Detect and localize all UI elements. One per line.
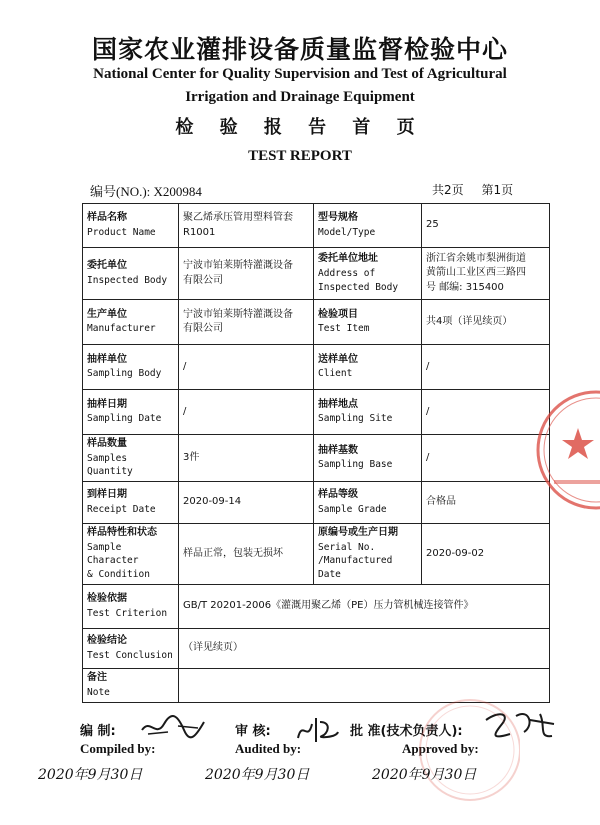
report-table [82, 203, 550, 703]
test-conclusion-value: （详见续页） [179, 628, 550, 668]
audited-date: 2020年9月30日 [205, 767, 310, 783]
approved-by-label-cn: 批 准(技术负责人): [350, 724, 463, 739]
sampling-site-label: 抽样地点 Sampling Site [314, 390, 422, 435]
serial-no-value: 2020-09-02 [422, 524, 550, 585]
compiled-by-label-cn: 编 制: [80, 724, 116, 739]
page-number: 第1页 [481, 183, 514, 197]
auditor-signature [292, 712, 342, 746]
note-label: 备注 Note [83, 668, 179, 702]
product-name-value: 聚乙烯承压管用塑料管套 R1001 [179, 204, 314, 248]
compiled-date: 2020年9月30日 [38, 767, 143, 783]
center-title-cn: 国家农业灌排设备质量监督检验中心 [91, 35, 508, 64]
report-title-en: TEST REPORT [248, 148, 352, 164]
inspected-body-value: 宁波市铂莱斯特灌溉设备 有限公司 [179, 248, 314, 300]
sampling-body-label: 抽样单位 Sampling Body [83, 345, 179, 390]
sampling-site-value: / [422, 390, 550, 435]
table-row [83, 628, 550, 668]
table-row [83, 584, 550, 628]
sample-grade-label: 样品等级 Sample Grade [314, 482, 422, 524]
report-title-cn: 检 验 报 告 首 页 [175, 117, 425, 138]
compiler-signature [138, 712, 208, 742]
approved-date: 2020年9月30日 [372, 767, 477, 783]
table-row [83, 248, 550, 300]
serial-no-label: 原编号或生产日期 Serial No. /Manufactured Date [314, 524, 422, 585]
test-conclusion-label: 检验结论 Test Conclusion [83, 628, 179, 668]
sample-character-value: 样品正常，包装无损坏 [179, 524, 314, 585]
samples-quantity-label: 样品数量 Samples Quantity [83, 435, 179, 482]
sample-grade-value: 合格品 [422, 482, 550, 524]
client-label: 送样单位 Client [314, 345, 422, 390]
total-pages: 共2页 [432, 183, 464, 197]
manufacturer-value: 宁波市铂莱斯特灌溉设备 有限公司 [179, 300, 314, 345]
audited-by-label-en: Audited by: [235, 741, 302, 756]
page-indicator [432, 181, 527, 198]
approval-seal-stamp [410, 690, 520, 810]
table-row [83, 345, 550, 390]
receipt-date-label: 到样日期 Receipt Date [83, 482, 179, 524]
official-seal-stamp [534, 380, 600, 520]
model-value: 25 [422, 204, 550, 248]
report-number: 编号(NO.): X200984 [90, 184, 202, 199]
sampling-base-value: / [422, 435, 550, 482]
table-row [83, 204, 550, 248]
center-title-en-line2: Irrigation and Drainage Equipment [185, 89, 415, 105]
signature-dates [0, 760, 600, 790]
audited-by-label-cn: 审 核: [235, 724, 271, 739]
sampling-body-value: / [179, 345, 314, 390]
inspected-body-label: 委托单位 Inspected Body [83, 248, 179, 300]
address-value: 浙江省余姚市梨洲街道 黄箭山工业区西三路四 号 邮编: 315400 [422, 248, 550, 300]
test-criterion-label: 检验依据 Test Criterion [83, 584, 179, 628]
sampling-date-value: / [179, 390, 314, 435]
client-value: / [422, 345, 550, 390]
table-row [83, 524, 550, 585]
table-row [83, 300, 550, 345]
sampling-date-label: 抽样日期 Sampling Date [83, 390, 179, 435]
approved-by-label-en: Approved by: [402, 741, 479, 756]
sample-character-label: 样品特性和状态 Sample Character & Condition [83, 524, 179, 585]
test-item-label: 检验项目 Test Item [314, 300, 422, 345]
model-label: 型号规格 Model/Type [314, 204, 422, 248]
receipt-date-value: 2020-09-14 [179, 482, 314, 524]
manufacturer-label: 生产单位 Manufacturer [83, 300, 179, 345]
address-label: 委托单位地址 Address of Inspected Body [314, 248, 422, 300]
test-item-value: 共4项（详见续页） [422, 300, 550, 345]
table-row [83, 435, 550, 482]
test-criterion-value: GB/T 20201-2006《灌溉用聚乙烯（PE）压力管机械连接管件》 [179, 584, 550, 628]
center-title-en-line1: National Center for Quality Supervision and Test of Agricultural [93, 66, 507, 82]
product-name-label: 样品名称 Product Name [83, 204, 179, 248]
sampling-base-label: 抽样基数 Sampling Base [314, 435, 422, 482]
table-row [83, 482, 550, 524]
samples-quantity-value: 3件 [179, 435, 314, 482]
compiled-by-label-en: Compiled by: [80, 741, 156, 756]
table-row [83, 390, 550, 435]
